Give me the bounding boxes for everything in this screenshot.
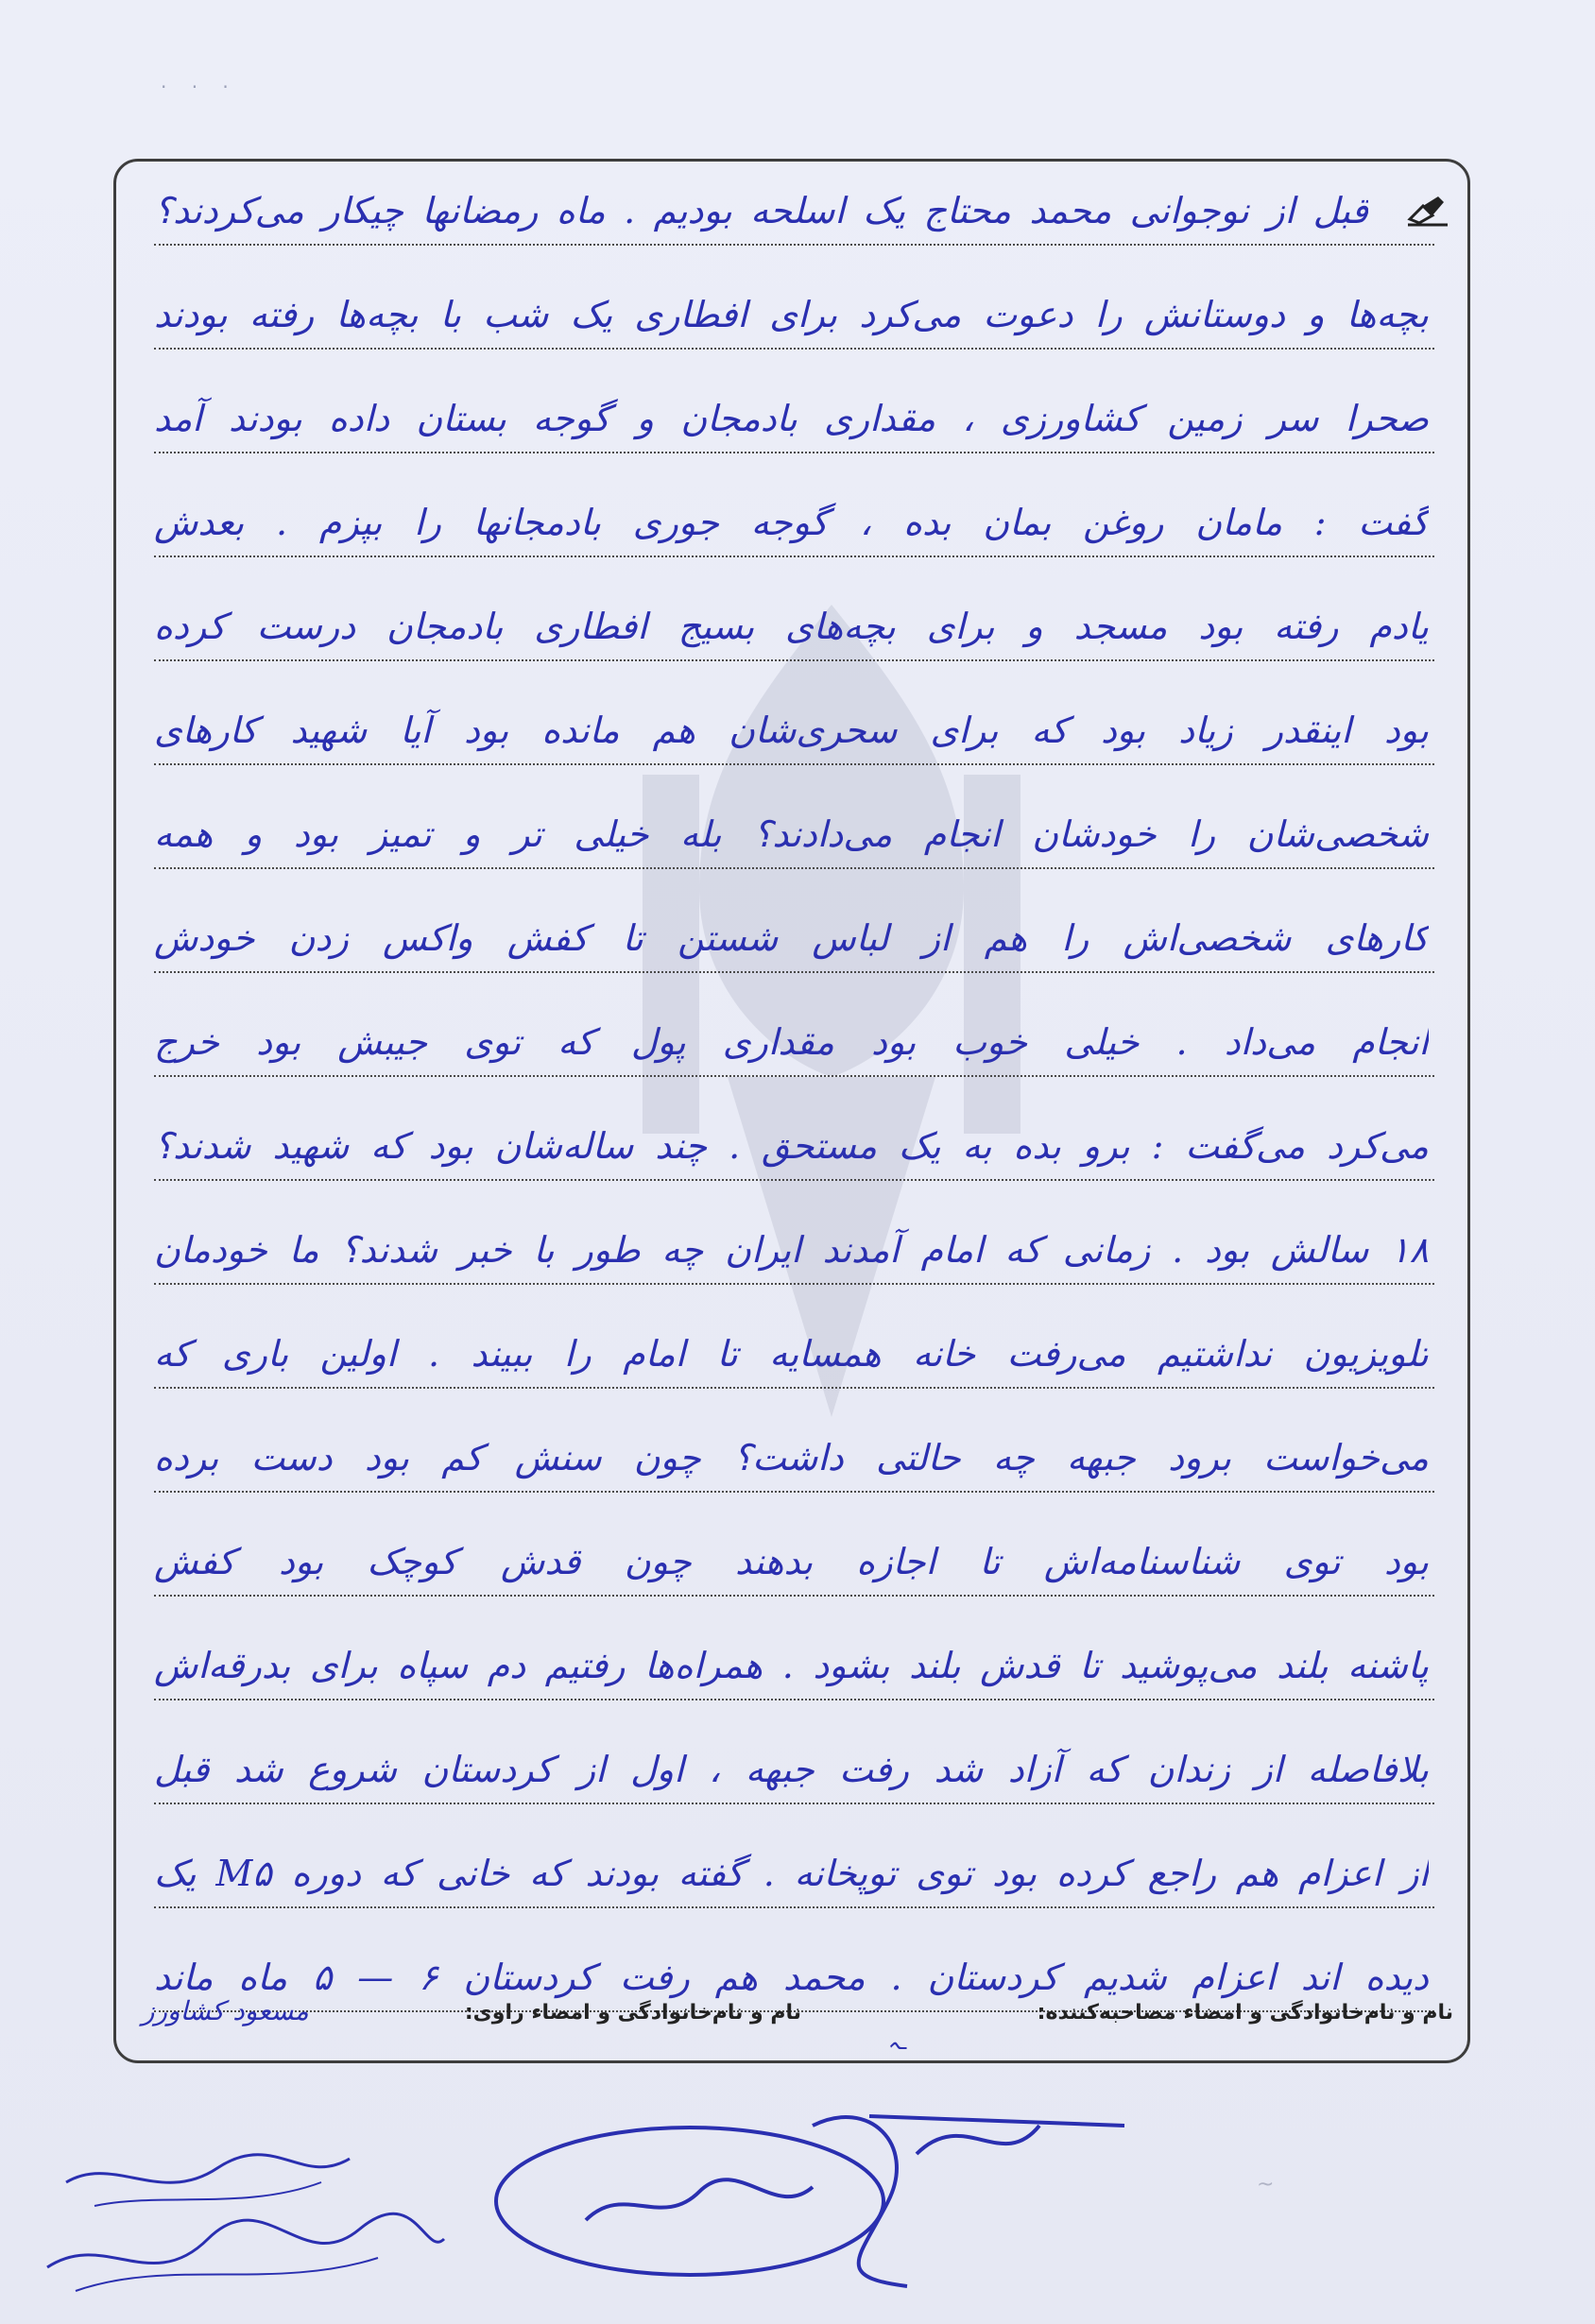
text-line	[154, 350, 1434, 453]
line-text: بلافاصله از زندان که آزاد شد رفت جبهه ، اول از کردستان شروع شد قبل	[154, 1749, 1429, 1790]
line-text: شخصی‌شان را خودشان انجام می‌دادند؟ بله خیلی تر و تمیز بود و همه	[154, 813, 1429, 855]
center-stamp-signature	[472, 2088, 1134, 2305]
text-line	[154, 869, 1434, 973]
line-text: تلویزیون نداشتیم می‌رفت خانه همسایه تا امام را ببیند . اولین باری که	[154, 1333, 1429, 1375]
line-text: می‌خواست برود جبهه چه حالتی داشت؟ چون سنش کم بود دست برده	[154, 1437, 1429, 1478]
text-line	[154, 1700, 1434, 1804]
text-line	[154, 246, 1434, 350]
line-text: ۱۸ سالش بود . زمانی که امام آمدند ایران چه طور با خبر شدند؟ ما خودمان	[154, 1229, 1429, 1271]
narrator-name: مسعود کشاورز	[142, 1995, 309, 2026]
line-text: دیده اند اعزام شدیم کردستان . محمد هم رفت کردستان ۶ — ۵ ماه ماند	[154, 1957, 1429, 1998]
line-text: می‌کرد می‌گفت : برو بده به یک مستحق . چند ساله‌شان بود که شهید شدند؟	[154, 1125, 1429, 1167]
text-line	[154, 1181, 1434, 1285]
narrator-signature-label: نام و نام‌خانوادگی و امضاء راوی:	[464, 2001, 801, 2025]
line-text: انجام می‌داد . خیلی خوب بود مقداری پول که توی جیبش بود خرج	[154, 1021, 1429, 1063]
line-text: از اعزام هم راجع کرده بود توی توپخانه . گفته بودند که خانی که دوره M۵ یک	[154, 1853, 1429, 1894]
line-text: یادم رفته بود مسجد و برای بچه‌های بسیج افطاری بادمجان درست کرده	[154, 606, 1429, 647]
line-text: کارهای شخصی‌اش را هم از لباس شستن تا کفش واکس زدن خودش	[154, 917, 1429, 959]
signature-maryam	[66, 2155, 350, 2206]
scan-noise: · · ·	[161, 76, 238, 98]
line-text: بود توی شناسنامه‌اش تا اجازه بدهند چون قدش کوچک بود کفش	[154, 1541, 1429, 1582]
ink-mark: ـہ	[888, 2031, 907, 2055]
text-line	[154, 765, 1434, 869]
pencil-mark: ~	[1257, 2173, 1275, 2196]
text-line	[154, 453, 1434, 557]
line-text: پاشنه بلند می‌پوشید تا قدش بلند بشود . همراه‌ها رفتیم دم سپاه برای بدرقه‌اش	[154, 1645, 1429, 1686]
line-text: قبل از نوجوانی محمد محتاج یک اسلحه بودیم . ماه رمضانها چیکار می‌کردند؟	[154, 190, 1368, 231]
signatures-left	[38, 2116, 454, 2305]
line-text: بچه‌ها و دوستانش را دعوت می‌کرد برای افطاری یک شب با بچه‌ها رفته بودند	[154, 294, 1429, 335]
text-line	[154, 1077, 1434, 1181]
text-line	[154, 1804, 1434, 1908]
text-line	[154, 557, 1434, 661]
text-line	[154, 1389, 1434, 1493]
text-line	[154, 1908, 1434, 2012]
text-line	[154, 1285, 1434, 1389]
text-line	[154, 973, 1434, 1077]
line-text: صحرا سر زمین کشاورزی ، مقداری بادمجان و گوجه بستان داده بودند آمد	[154, 398, 1429, 439]
line-text: گفت : مامان روغن بمان بده ، گوجه جوری بادمجانها را بپزم . بعدش	[154, 502, 1429, 543]
signature-masoud	[47, 2213, 444, 2291]
text-line	[154, 1493, 1434, 1597]
text-line	[154, 142, 1434, 246]
text-line	[154, 661, 1434, 765]
line-text: بود اینقدر زیاد بود که برای سحری‌شان هم مانده بود آیا شهید کارهای	[154, 709, 1429, 751]
interviewer-signature-label: نام و نام‌خانوادگی و امضاء مصاحبه‌کننده:	[1037, 2001, 1453, 2025]
text-line	[154, 1597, 1434, 1700]
